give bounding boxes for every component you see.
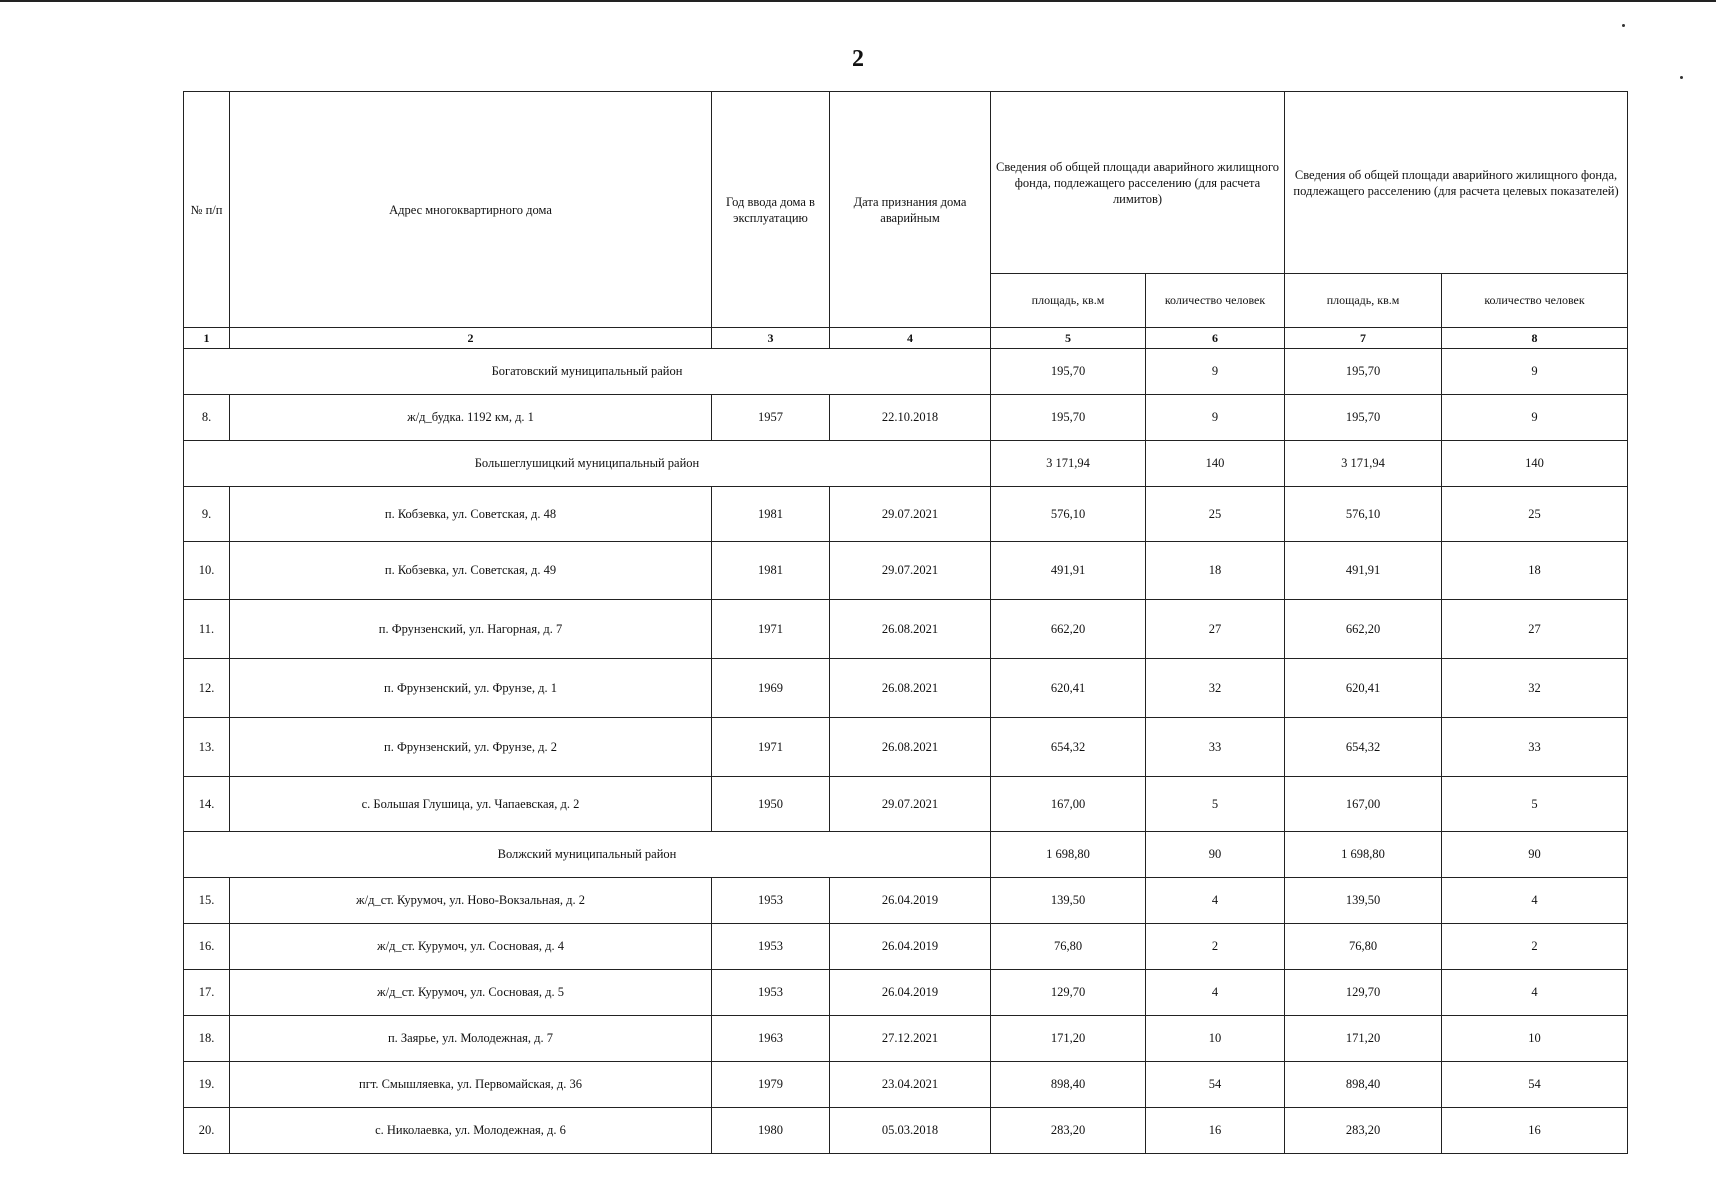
row-people: 2 <box>1146 924 1285 970</box>
row-date: 29.07.2021 <box>830 542 991 600</box>
column-number: 8 <box>1442 328 1628 349</box>
row-date: 26.08.2021 <box>830 659 991 718</box>
row-number: 15. <box>184 878 230 924</box>
row-number: 10. <box>184 542 230 600</box>
row-area-targets: 491,91 <box>1285 542 1442 600</box>
scan-speck <box>1622 24 1625 27</box>
row-year: 1957 <box>712 395 830 441</box>
district-row <box>184 832 1628 878</box>
row-area-targets: 662,20 <box>1285 600 1442 659</box>
row-people-targets: 18 <box>1442 542 1628 600</box>
row-date: 26.04.2019 <box>830 970 991 1016</box>
row-people-targets: 16 <box>1442 1108 1628 1154</box>
row-area-targets: 654,32 <box>1285 718 1442 777</box>
row-address: ж/д_ст. Курумоч, ул. Сосновая, д. 4 <box>230 924 712 970</box>
row-people-targets: 4 <box>1442 970 1628 1016</box>
row-number: 18. <box>184 1016 230 1062</box>
column-number-row <box>184 328 1628 349</box>
district-row <box>184 349 1628 395</box>
district-name: Богатовский муниципальный район <box>184 349 991 395</box>
row-address: п. Фрунзенский, ул. Фрунзе, д. 1 <box>230 659 712 718</box>
row-number: 20. <box>184 1108 230 1154</box>
row-people-targets: 27 <box>1442 600 1628 659</box>
row-year: 1981 <box>712 487 830 542</box>
column-number: 4 <box>830 328 991 349</box>
district-people-targets: 90 <box>1442 832 1628 878</box>
row-people-targets: 4 <box>1442 878 1628 924</box>
row-year: 1969 <box>712 659 830 718</box>
district-people: 9 <box>1146 349 1285 395</box>
column-number: 2 <box>230 328 712 349</box>
emergency-housing-table <box>183 91 1628 1154</box>
row-year: 1971 <box>712 600 830 659</box>
row-area: 283,20 <box>991 1108 1146 1154</box>
row-area: 76,80 <box>991 924 1146 970</box>
header-group-limits: Сведения об общей площади аварийного жилищного фонда, подлежащего расселению (для расчета лимитов) <box>991 92 1285 274</box>
row-date: 05.03.2018 <box>830 1108 991 1154</box>
district-area: 3 171,94 <box>991 441 1146 487</box>
district-area: 1 698,80 <box>991 832 1146 878</box>
row-people: 4 <box>1146 970 1285 1016</box>
row-year: 1963 <box>712 1016 830 1062</box>
row-people-targets: 25 <box>1442 487 1628 542</box>
row-people: 10 <box>1146 1016 1285 1062</box>
table-row <box>184 878 1628 924</box>
row-area: 576,10 <box>991 487 1146 542</box>
table-row <box>184 924 1628 970</box>
row-people: 32 <box>1146 659 1285 718</box>
page-top-border <box>0 0 1716 2</box>
row-date: 26.04.2019 <box>830 924 991 970</box>
row-people: 27 <box>1146 600 1285 659</box>
row-area: 167,00 <box>991 777 1146 832</box>
header-people: количество человек <box>1146 274 1285 328</box>
row-year: 1980 <box>712 1108 830 1154</box>
row-number: 14. <box>184 777 230 832</box>
row-people-targets: 54 <box>1442 1062 1628 1108</box>
row-year: 1979 <box>712 1062 830 1108</box>
row-date: 26.08.2021 <box>830 718 991 777</box>
row-address: ж/д_ст. Курумоч, ул. Сосновая, д. 5 <box>230 970 712 1016</box>
row-number: 17. <box>184 970 230 1016</box>
row-date: 27.12.2021 <box>830 1016 991 1062</box>
row-area: 195,70 <box>991 395 1146 441</box>
row-year: 1953 <box>712 970 830 1016</box>
row-address: пгт. Смышляевка, ул. Первомайская, д. 36 <box>230 1062 712 1108</box>
row-address: п. Кобзевка, ул. Советская, д. 48 <box>230 487 712 542</box>
row-area-targets: 167,00 <box>1285 777 1442 832</box>
table-row <box>184 659 1628 718</box>
row-number: 8. <box>184 395 230 441</box>
row-area: 129,70 <box>991 970 1146 1016</box>
header-year: Год ввода дома в эксплуатацию <box>712 92 830 328</box>
row-date: 29.07.2021 <box>830 487 991 542</box>
table-row <box>184 487 1628 542</box>
row-number: 19. <box>184 1062 230 1108</box>
row-area: 491,91 <box>991 542 1146 600</box>
row-area-targets: 620,41 <box>1285 659 1442 718</box>
district-row <box>184 441 1628 487</box>
row-number: 9. <box>184 487 230 542</box>
row-area: 898,40 <box>991 1062 1146 1108</box>
header-people-targets: количество человек <box>1442 274 1628 328</box>
row-area-targets: 195,70 <box>1285 395 1442 441</box>
row-year: 1971 <box>712 718 830 777</box>
header-address: Адрес многоквартирного дома <box>230 92 712 328</box>
row-year: 1953 <box>712 878 830 924</box>
row-address: с. Николаевка, ул. Молодежная, д. 6 <box>230 1108 712 1154</box>
district-area-targets: 1 698,80 <box>1285 832 1442 878</box>
row-people: 18 <box>1146 542 1285 600</box>
row-people-targets: 32 <box>1442 659 1628 718</box>
table-row <box>184 395 1628 441</box>
row-people: 25 <box>1146 487 1285 542</box>
row-people-targets: 9 <box>1442 395 1628 441</box>
district-area: 195,70 <box>991 349 1146 395</box>
row-number: 11. <box>184 600 230 659</box>
row-area-targets: 76,80 <box>1285 924 1442 970</box>
district-people: 90 <box>1146 832 1285 878</box>
header-date: Дата признания дома аварийным <box>830 92 991 328</box>
table-row <box>184 600 1628 659</box>
row-people: 54 <box>1146 1062 1285 1108</box>
row-people-targets: 10 <box>1442 1016 1628 1062</box>
row-area-targets: 576,10 <box>1285 487 1442 542</box>
district-people: 140 <box>1146 441 1285 487</box>
row-people: 33 <box>1146 718 1285 777</box>
row-people-targets: 5 <box>1442 777 1628 832</box>
row-date: 23.04.2021 <box>830 1062 991 1108</box>
row-date: 22.10.2018 <box>830 395 991 441</box>
row-year: 1981 <box>712 542 830 600</box>
district-name: Волжский муниципальный район <box>184 832 991 878</box>
table-row <box>184 1062 1628 1108</box>
column-number: 5 <box>991 328 1146 349</box>
row-address: п. Фрунзенский, ул. Нагорная, д. 7 <box>230 600 712 659</box>
row-address: п. Фрунзенский, ул. Фрунзе, д. 2 <box>230 718 712 777</box>
row-area-targets: 139,50 <box>1285 878 1442 924</box>
row-number: 16. <box>184 924 230 970</box>
row-date: 26.04.2019 <box>830 878 991 924</box>
page-number: 2 <box>852 46 864 72</box>
header-area: площадь, кв.м <box>991 274 1146 328</box>
row-people: 5 <box>1146 777 1285 832</box>
row-address: п. Кобзевка, ул. Советская, д. 49 <box>230 542 712 600</box>
table-row <box>184 777 1628 832</box>
table-row <box>184 542 1628 600</box>
row-number: 12. <box>184 659 230 718</box>
row-people-targets: 33 <box>1442 718 1628 777</box>
row-people-targets: 2 <box>1442 924 1628 970</box>
column-number: 6 <box>1146 328 1285 349</box>
header-group-targets: Сведения об общей площади аварийного жилищного фонда, подлежащего расселению (для расчета целевых показателей) <box>1285 92 1628 274</box>
row-people: 16 <box>1146 1108 1285 1154</box>
row-area-targets: 171,20 <box>1285 1016 1442 1062</box>
row-address: ж/д_ст. Курумоч, ул. Ново-Вокзальная, д. 2 <box>230 878 712 924</box>
district-area-targets: 3 171,94 <box>1285 441 1442 487</box>
district-area-targets: 195,70 <box>1285 349 1442 395</box>
district-name: Большеглушицкий муниципальный район <box>184 441 991 487</box>
row-area-targets: 129,70 <box>1285 970 1442 1016</box>
row-area-targets: 283,20 <box>1285 1108 1442 1154</box>
district-people-targets: 9 <box>1442 349 1628 395</box>
table-row <box>184 1108 1628 1154</box>
column-number: 3 <box>712 328 830 349</box>
table-row <box>184 718 1628 777</box>
column-number: 7 <box>1285 328 1442 349</box>
table-row <box>184 970 1628 1016</box>
row-year: 1950 <box>712 777 830 832</box>
row-address: ж/д_будка. 1192 км, д. 1 <box>230 395 712 441</box>
row-area-targets: 898,40 <box>1285 1062 1442 1108</box>
table-row <box>184 1016 1628 1062</box>
row-area: 654,32 <box>991 718 1146 777</box>
row-address: с. Большая Глушица, ул. Чапаевская, д. 2 <box>230 777 712 832</box>
row-area: 620,41 <box>991 659 1146 718</box>
column-number: 1 <box>184 328 230 349</box>
row-year: 1953 <box>712 924 830 970</box>
row-area: 662,20 <box>991 600 1146 659</box>
header-num: № п/п <box>184 92 230 328</box>
row-area: 139,50 <box>991 878 1146 924</box>
header-area-targets: площадь, кв.м <box>1285 274 1442 328</box>
row-area: 171,20 <box>991 1016 1146 1062</box>
row-number: 13. <box>184 718 230 777</box>
row-people: 9 <box>1146 395 1285 441</box>
district-people-targets: 140 <box>1442 441 1628 487</box>
row-people: 4 <box>1146 878 1285 924</box>
row-date: 26.08.2021 <box>830 600 991 659</box>
row-address: п. Заярье, ул. Молодежная, д. 7 <box>230 1016 712 1062</box>
scan-speck <box>1680 76 1683 79</box>
row-date: 29.07.2021 <box>830 777 991 832</box>
